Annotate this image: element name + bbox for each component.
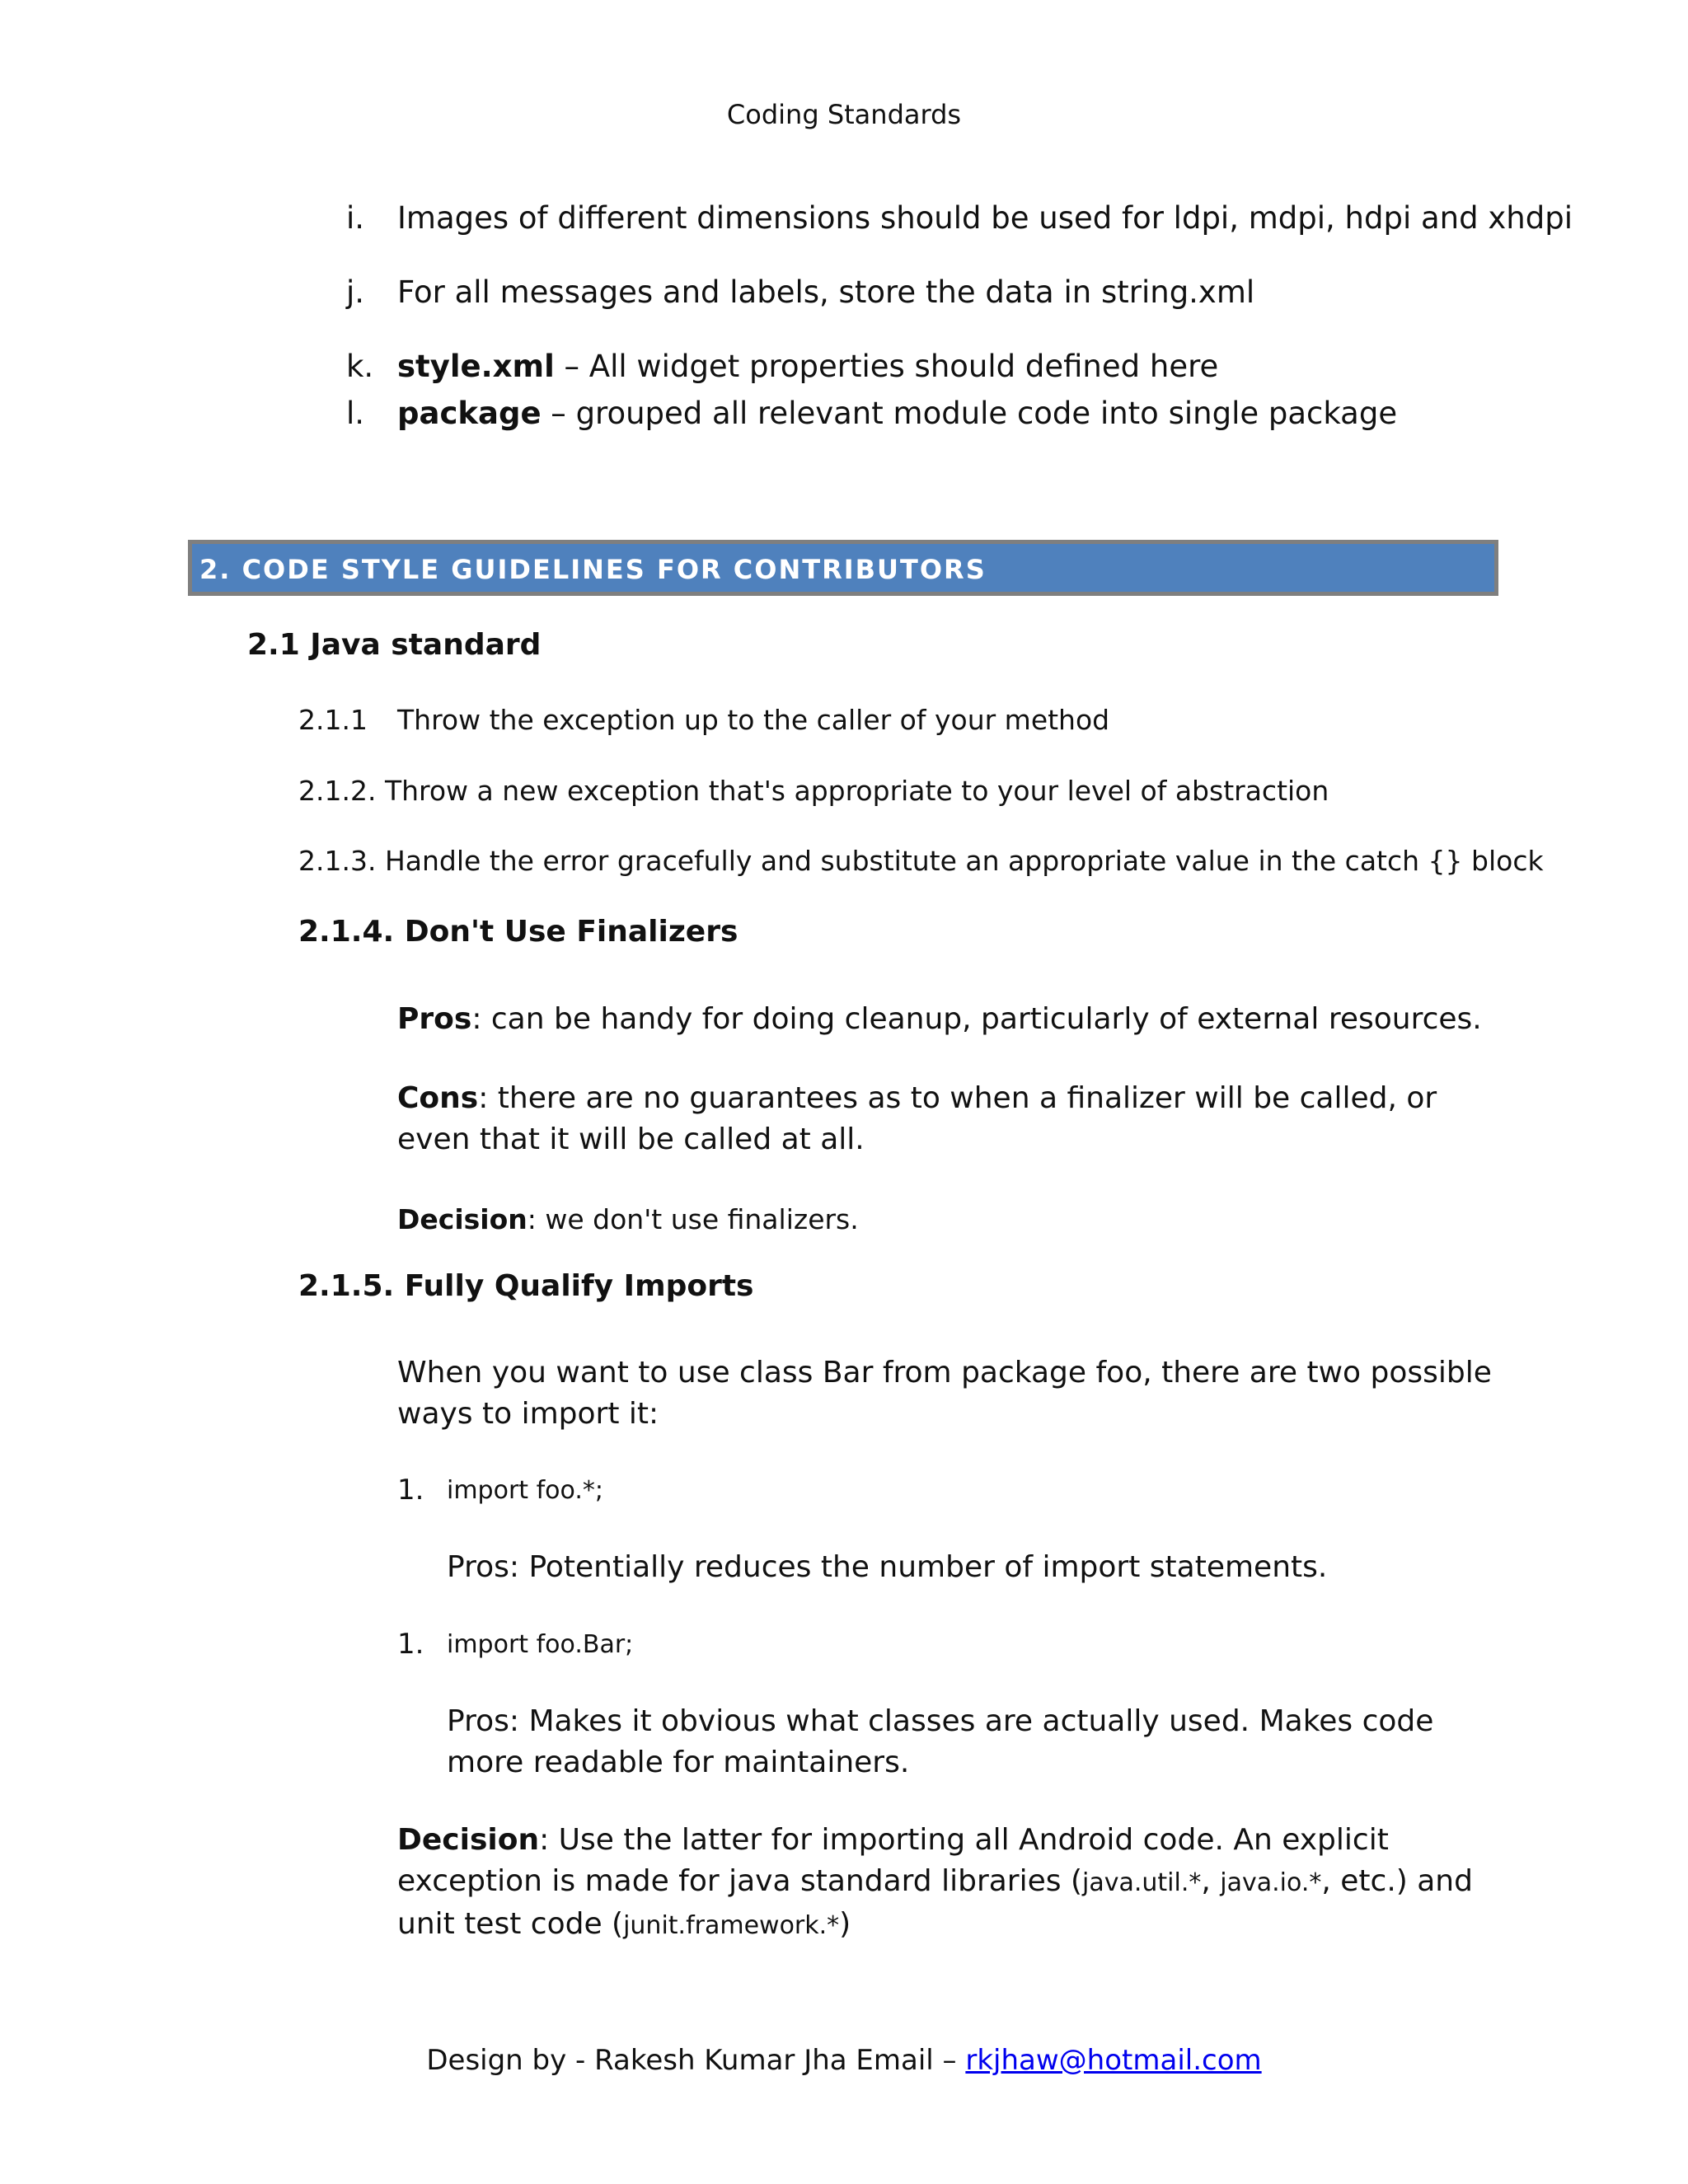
item-text: Throw the exception up to the caller of your method <box>397 704 1110 736</box>
list-item-label: j. <box>346 274 365 310</box>
list-number: 1. <box>397 1628 424 1661</box>
import-pros: Pros: Makes it obvious what classes are actually used. Makes code more readable for maintainers. <box>447 1704 1434 1779</box>
list-item-text: For all messages and labels, store the data in string.xml <box>397 274 1255 310</box>
list-item-bold: package <box>397 396 542 431</box>
list-item-text <box>397 396 1397 431</box>
pros-label: Pros <box>397 1002 472 1036</box>
decision-text: , <box>1201 1864 1221 1898</box>
list-item-text <box>397 349 1218 384</box>
pros-text: : can be handy for doing cleanup, particularly of external resources. <box>471 1002 1482 1036</box>
item-text: 2.1.2. Throw a new exception that's appropriate to your level of abstraction <box>298 775 1329 807</box>
section-banner <box>188 540 1498 596</box>
import-pros: Pros: Potentially reduces the number of import statements. <box>447 1550 1328 1584</box>
cons-paragraph <box>397 1078 1502 1160</box>
list-item-bold: style.xml <box>397 349 555 384</box>
decision-paragraph <box>397 1199 1502 1240</box>
subsection-heading: 2.1.5. Fully Qualify Imports <box>298 1269 754 1303</box>
decision-label: Decision <box>397 1203 528 1235</box>
list-item-rest: – All widget properties should defined here <box>554 349 1219 384</box>
imports-intro: When you want to use class Bar from package foo, there are two possible ways to import it: <box>397 1356 1492 1431</box>
list-item-label: i. <box>346 200 365 236</box>
list-item-rest: – grouped all relevant module code into single package <box>541 396 1398 431</box>
decision-text: ) <box>839 1907 851 1941</box>
list-item-label: k. <box>346 349 374 384</box>
item-text: 2.1.3. Handle the error gracefully and substitute an appropriate value in the catch {} block <box>298 845 1544 877</box>
inline-code: java.util.* <box>1082 1868 1202 1897</box>
page-header-title: Coding Standards <box>726 99 962 130</box>
list-item-label: l. <box>346 396 365 431</box>
page-footer <box>0 2044 1688 2077</box>
import-statement: import foo.Bar; <box>447 1630 634 1659</box>
cons-text: : there are no guarantees as to when a finalizer will be called, or even that it will be called at all. <box>397 1081 1437 1156</box>
section-title: 2. CODE STYLE GUIDELINES FOR CONTRIBUTORS <box>199 554 987 585</box>
decision-label: Decision <box>397 1823 540 1857</box>
subsection-title: 2.1 Java standard <box>247 628 542 662</box>
footer-text: Design by - Rakesh Kumar Jha Email – <box>426 2044 966 2077</box>
item-number: 2.1.1 <box>298 704 368 736</box>
list-number: 1. <box>397 1474 424 1507</box>
footer-email-link[interactable]: rkjhaw@hotmail.com <box>965 2044 1262 2077</box>
list-item <box>0 274 1688 316</box>
inline-code: java.io.* <box>1220 1868 1322 1897</box>
decision-text: , etc.) and unit test code ( <box>397 1864 1473 1941</box>
subsection-heading: 2.1.4. Don't Use Finalizers <box>298 915 738 949</box>
decision-paragraph <box>397 1820 1502 1947</box>
list-item <box>0 349 1688 390</box>
list-item <box>0 200 1688 241</box>
pros-paragraph <box>397 999 1502 1040</box>
inline-code: junit.framework.* <box>623 1911 840 1940</box>
decision-text: : Use the latter for importing all Android code. An explicit exception is made for java standard libraries ( <box>397 1823 1389 1898</box>
import-statement: import foo.*; <box>447 1476 603 1505</box>
decision-text: : we don't use finalizers. <box>527 1203 859 1235</box>
list-item-text: Images of different dimensions should be used for ldpi, mdpi, hdpi and xhdpi <box>397 200 1573 236</box>
cons-label: Cons <box>397 1081 479 1115</box>
list-item <box>0 396 1688 437</box>
